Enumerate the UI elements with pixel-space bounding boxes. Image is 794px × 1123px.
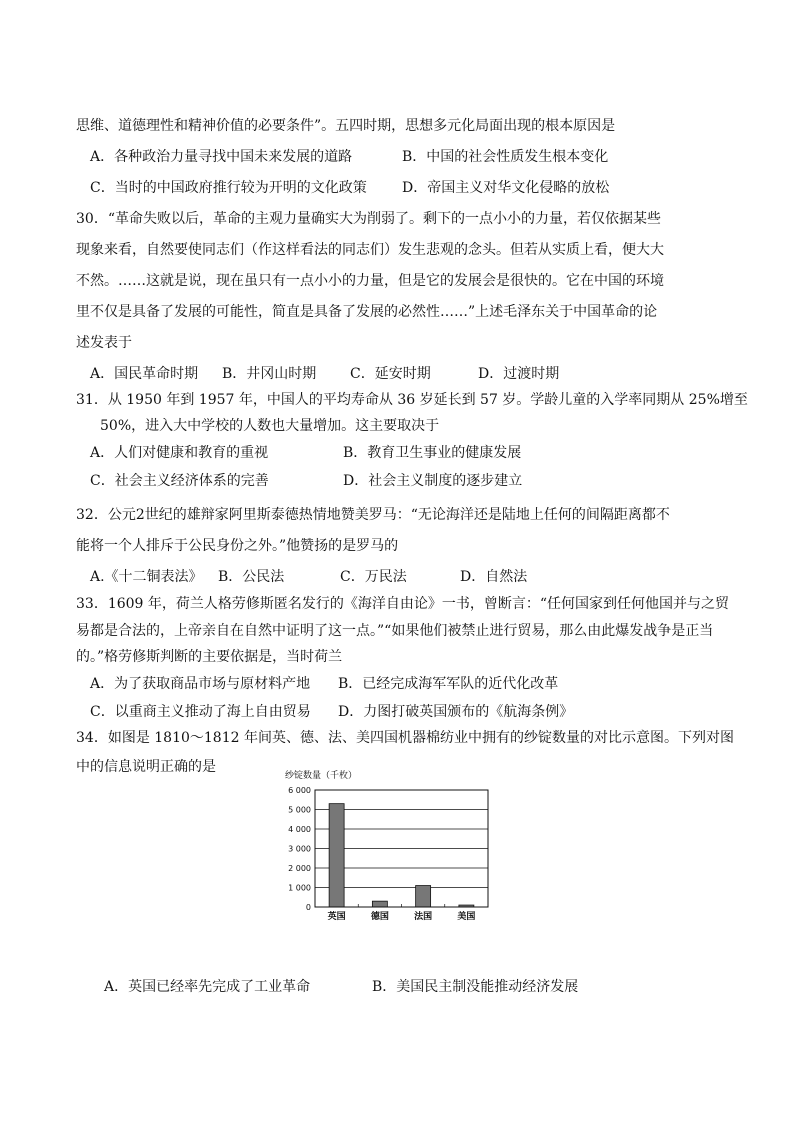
q31-option-c[interactable]: C．社会主义经济体系的完善 <box>90 473 269 489</box>
q30-option-b[interactable]: B．井冈山时期 <box>222 366 317 382</box>
chart-xtick-label: 德国 <box>370 912 389 922</box>
q32-option-b[interactable]: B．公民法 <box>218 569 285 585</box>
q30-option-d[interactable]: D．过渡时期 <box>478 366 560 382</box>
q31-option-b[interactable]: B．教育卫生事业的健康发展 <box>343 445 522 461</box>
q33-stem-line3: 的。”格劳修斯判断的主要依据是，当时荷兰 <box>76 649 343 665</box>
q33-option-b[interactable]: B．已经完成海军军队的近代化改革 <box>338 676 559 692</box>
q34-stem-line1: 34．如图是 1810～1812 年间英、德、法、美四国机器棉纺业中拥有的纱锭数量的对比示意图。下列对图 <box>76 730 734 746</box>
q29-stem-continuation: 思维、道德理性和精神价值的必要条件”。五四时期，思想多元化局面出现的根本原因是 <box>76 118 616 134</box>
q30-option-c[interactable]: C．延安时期 <box>350 366 431 382</box>
chart-xtick-label: 法国 <box>414 912 433 922</box>
q30-stem-line1: 30．“革命失败以后，革命的主观力量确实大为削弱了。剩下的一点小小的力量，若仅依据某些 <box>76 211 661 227</box>
chart-ytick-label: 4 000 <box>288 825 311 834</box>
q30-stem-line4: 里不仅是具备了发展的可能性，简直是具备了发展的必然性……”上述毛泽东关于中国革命的论 <box>76 304 658 320</box>
q33-stem-line1: 33．1609 年，荷兰人格劳修斯匿名发行的《海洋自由论》一书，曾断言：“任何国家到任何他国并与之贸 <box>76 596 730 612</box>
q34-stem-line2: 中的信息说明正确的是 <box>76 759 216 775</box>
q31-stem-line1: 31．从 1950 年到 1957 年，中国人的平均寿命从 36 岁延长到 57 岁。学龄儿童的入学率同期从 25%增至 <box>76 392 748 408</box>
q29-option-c[interactable]: C．当时的中国政府推行较为开明的文化政策 <box>90 180 367 196</box>
q32-stem-line1: 32．公元2世纪的雄辩家阿里斯泰德热情地赞美罗马：“无论海洋还是陆地上任何的间隔距离都不 <box>76 507 670 523</box>
q33-option-c[interactable]: C．以重商主义推动了海上自由贸易 <box>90 704 311 720</box>
q31-option-a[interactable]: A．人们对健康和教育的重视 <box>90 445 269 461</box>
chart-ytick-label: 1 000 <box>288 883 311 893</box>
q31-stem-line2: 50%，进入大中学校的人数也大量增加。这主要取决于 <box>100 418 440 434</box>
q32-option-a[interactable]: A.《十二铜表法》 <box>90 569 203 585</box>
q29-option-b[interactable]: B．中国的社会性质发生根本变化 <box>402 149 609 165</box>
q30-stem-line5: 述发表于 <box>76 335 132 351</box>
chart-xtick-label: 美国 <box>457 912 476 922</box>
q32-option-c[interactable]: C．万民法 <box>340 569 407 585</box>
chart-ytick-label: 0 <box>305 903 311 912</box>
q34-option-a[interactable]: A．英国已经率先完成了工业革命 <box>104 979 311 995</box>
q30-stem-line3: 不然。……这就是说，现在虽只有一点小小的力量，但是它的发展会是很快的。它在中国的环境 <box>76 273 664 289</box>
q32-option-d[interactable]: D．自然法 <box>460 569 528 585</box>
q33-stem-line2: 易都是合法的，上帝亲自在自然中证明了这一点。”“如果他们被禁止进行贸易，那么由此爆发战争是正当 <box>76 623 714 639</box>
q29-option-d[interactable]: D．帝国主义对华文化侵略的放松 <box>402 180 610 196</box>
q31-option-d[interactable]: D．社会主义制度的逐步建立 <box>343 473 523 489</box>
chart-bar-1 <box>329 804 344 907</box>
chart-xtick-label: 英国 <box>327 912 346 922</box>
q33-option-a[interactable]: A．为了获取商品市场与原材料产地 <box>90 676 311 692</box>
chart-ytick-label: 6 000 <box>288 786 311 795</box>
q30-stem-line2: 现象来看，自然要使同志们（作这样看法的同志们）发生悲观的念头。但若从实质上看，便大大 <box>76 242 664 258</box>
q29-option-a[interactable]: A．各种政治力量寻找中国未来发展的道路 <box>90 149 353 165</box>
chart-ytick-label: 2 000 <box>288 864 311 873</box>
chart-bar-3 <box>416 886 431 907</box>
chart-ylabel: 纱锭数量（千枚） <box>285 771 358 781</box>
chart-ytick-label: 3 000 <box>288 844 311 854</box>
spindle-bar-chart <box>280 768 500 928</box>
q32-stem-line2: 能将一个人排斥于公民身份之外。”他赞扬的是罗马的 <box>76 538 399 554</box>
q30-option-a[interactable]: A．国民革命时期 <box>90 366 199 382</box>
chart-bar-2 <box>372 901 387 907</box>
q33-option-d[interactable]: D．力图打破英国颁布的《航海条例》 <box>338 704 574 720</box>
q34-option-b[interactable]: B．美国民主制没能推动经济发展 <box>372 979 579 995</box>
chart-ytick-label: 5 000 <box>288 805 311 815</box>
